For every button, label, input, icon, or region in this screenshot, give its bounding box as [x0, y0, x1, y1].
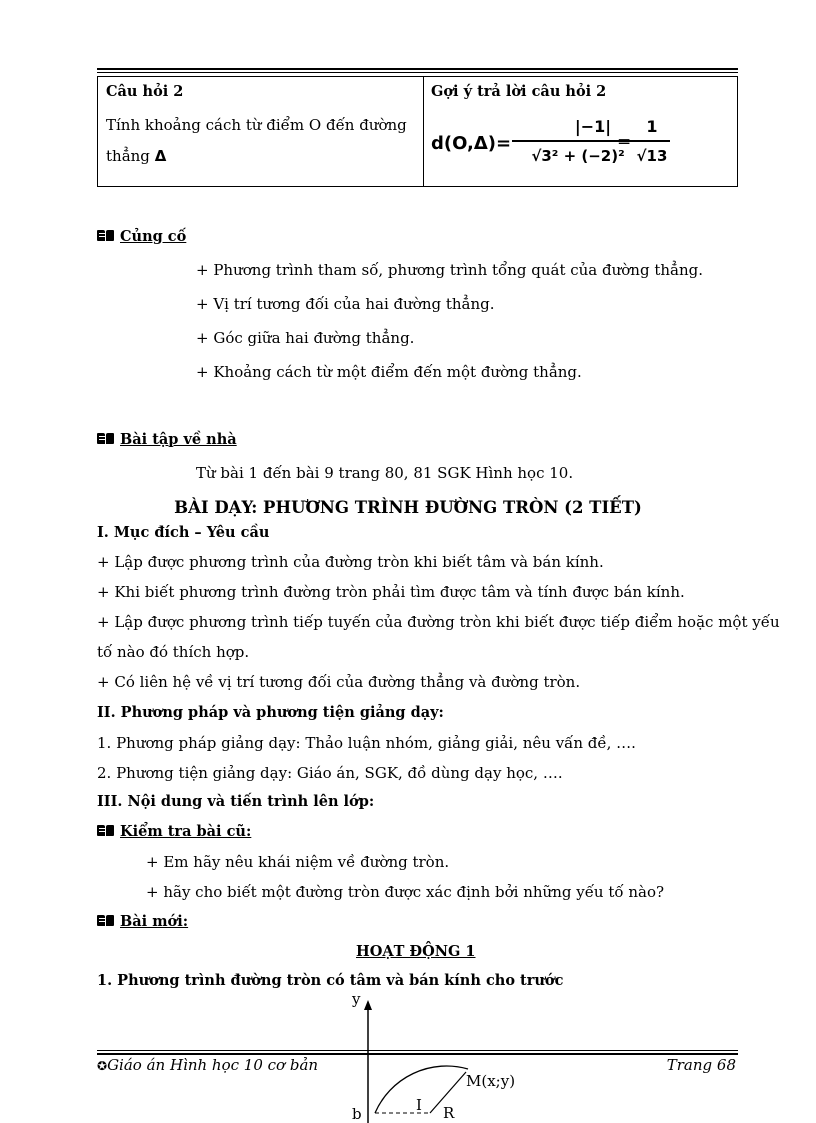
section1-item-2: + Khi biết phương trình đường tròn phải tìm được tâm và tính được bán kính. [97, 583, 685, 601]
question-text-line1: Tính khoảng cách từ điểm O đến đường [106, 116, 407, 134]
book-icon [97, 230, 115, 242]
formula-equals: = [617, 132, 632, 152]
r-label: R [443, 1104, 455, 1122]
section1-item-3-cont: tố nào đó thích hợp. [97, 643, 250, 661]
table-divider [423, 77, 424, 186]
baitap-heading [97, 431, 237, 448]
section2-item-2: 2. Phương tiện giảng dạy: Giáo án, SGK, đồ dùng dạy học, …. [97, 764, 563, 782]
section3-heading: III. Nội dung và tiến trình lên lớp: [97, 793, 375, 810]
star-icon: ✪ [97, 1059, 108, 1073]
section2-item-1: 1. Phương pháp giảng dạy: Thảo luận nhóm, giảng giải, nêu vấn đề, …. [97, 734, 636, 752]
baimoi-heading-text: Bài mới: [120, 913, 189, 930]
footer-page-number: Trang 68 [666, 1056, 736, 1074]
footer-rule-thin [97, 1050, 738, 1051]
baitap-text: Từ bài 1 đến bài 9 trang 80, 81 SGK Hình học 10. [196, 464, 574, 482]
m-label: M(x;y) [466, 1072, 516, 1090]
baitap-heading-text: Bài tập về nhà [120, 431, 237, 448]
question-title: Câu hỏi 2 [106, 83, 184, 100]
book-icon [97, 825, 115, 837]
kiemtra-item-2: + hãy cho biết một đường tròn được xác định bởi những yếu tố nào? [146, 883, 665, 901]
section1-item-4: + Có liên hệ về vị trí tương đối của đường thẳng và đường tròn. [97, 673, 581, 691]
formula-numerator-2: 1 [646, 117, 658, 136]
hoatdong-heading: HOẠT ĐỘNG 1 [356, 943, 476, 960]
cungco-item-3: + Góc giữa hai đường thẳng. [196, 329, 415, 347]
lesson-title: BÀI DẠY: PHƯƠNG TRÌNH ĐƯỜNG TRÒN (2 TIẾT) [174, 498, 642, 517]
section1-item-3: + Lập được phương trình tiếp tuyến của đường tròn khi biết được tiếp điểm hoặc một yếu [97, 613, 780, 631]
section1-heading: I. Mục đích – Yêu cầu [97, 524, 270, 541]
top-rule-thick [97, 68, 738, 70]
top-rule-thin [97, 72, 738, 73]
question-table [97, 76, 738, 187]
b-label: b [352, 1105, 362, 1123]
formula-numerator: |−1| [574, 117, 612, 136]
formula-denominator: √3² + (−2)² [531, 147, 625, 165]
baimoi-heading [97, 913, 188, 930]
formula-denominator-2: √13 [636, 147, 668, 165]
question-text [106, 110, 416, 172]
cungco-heading-text: Củng cố [120, 228, 187, 245]
y-axis-label: y [352, 990, 361, 1008]
answer-title: Gợi ý trả lời câu hỏi 2 [431, 83, 607, 100]
formula-lhs: d(O,Δ)= [431, 133, 512, 154]
y-axis-arrow [364, 1000, 372, 1010]
cungco-item-4: + Khoảng cách từ một điểm đến một đường thẳng. [196, 363, 582, 381]
formula-fraction-bar-2 [634, 140, 670, 142]
footer-rule-thick [97, 1053, 738, 1055]
footer-left-text: Giáo án Hình học 10 cơ bản [107, 1056, 319, 1074]
cungco-item-2: + Vị trí tương đối của hai đường thẳng. [196, 295, 495, 313]
section2-heading: II. Phương pháp và phương tiện giảng dạy: [97, 704, 444, 721]
book-icon [97, 915, 115, 927]
kiemtra-item-1: + Em hãy nêu khái niệm về đường tròn. [146, 853, 450, 871]
section1-item-1: + Lập được phương trình của đường tròn khi biết tâm và bán kính. [97, 553, 604, 571]
kiemtra-heading [97, 823, 251, 840]
book-icon [97, 433, 115, 445]
footer-left [97, 1056, 318, 1074]
cungco-heading [97, 228, 186, 245]
delta-symbol: Δ [154, 147, 167, 165]
cungco-item-1: + Phương trình tham số, phương trình tổng quát của đường thẳng. [196, 261, 703, 279]
subsection-heading: 1. Phương trình đường tròn có tâm và bán kính cho trước [97, 972, 564, 989]
question-text-line2: thẳng [106, 147, 150, 165]
kiemtra-heading-text: Kiểm tra bài cũ: [120, 823, 252, 840]
i-label: I [416, 1096, 422, 1114]
